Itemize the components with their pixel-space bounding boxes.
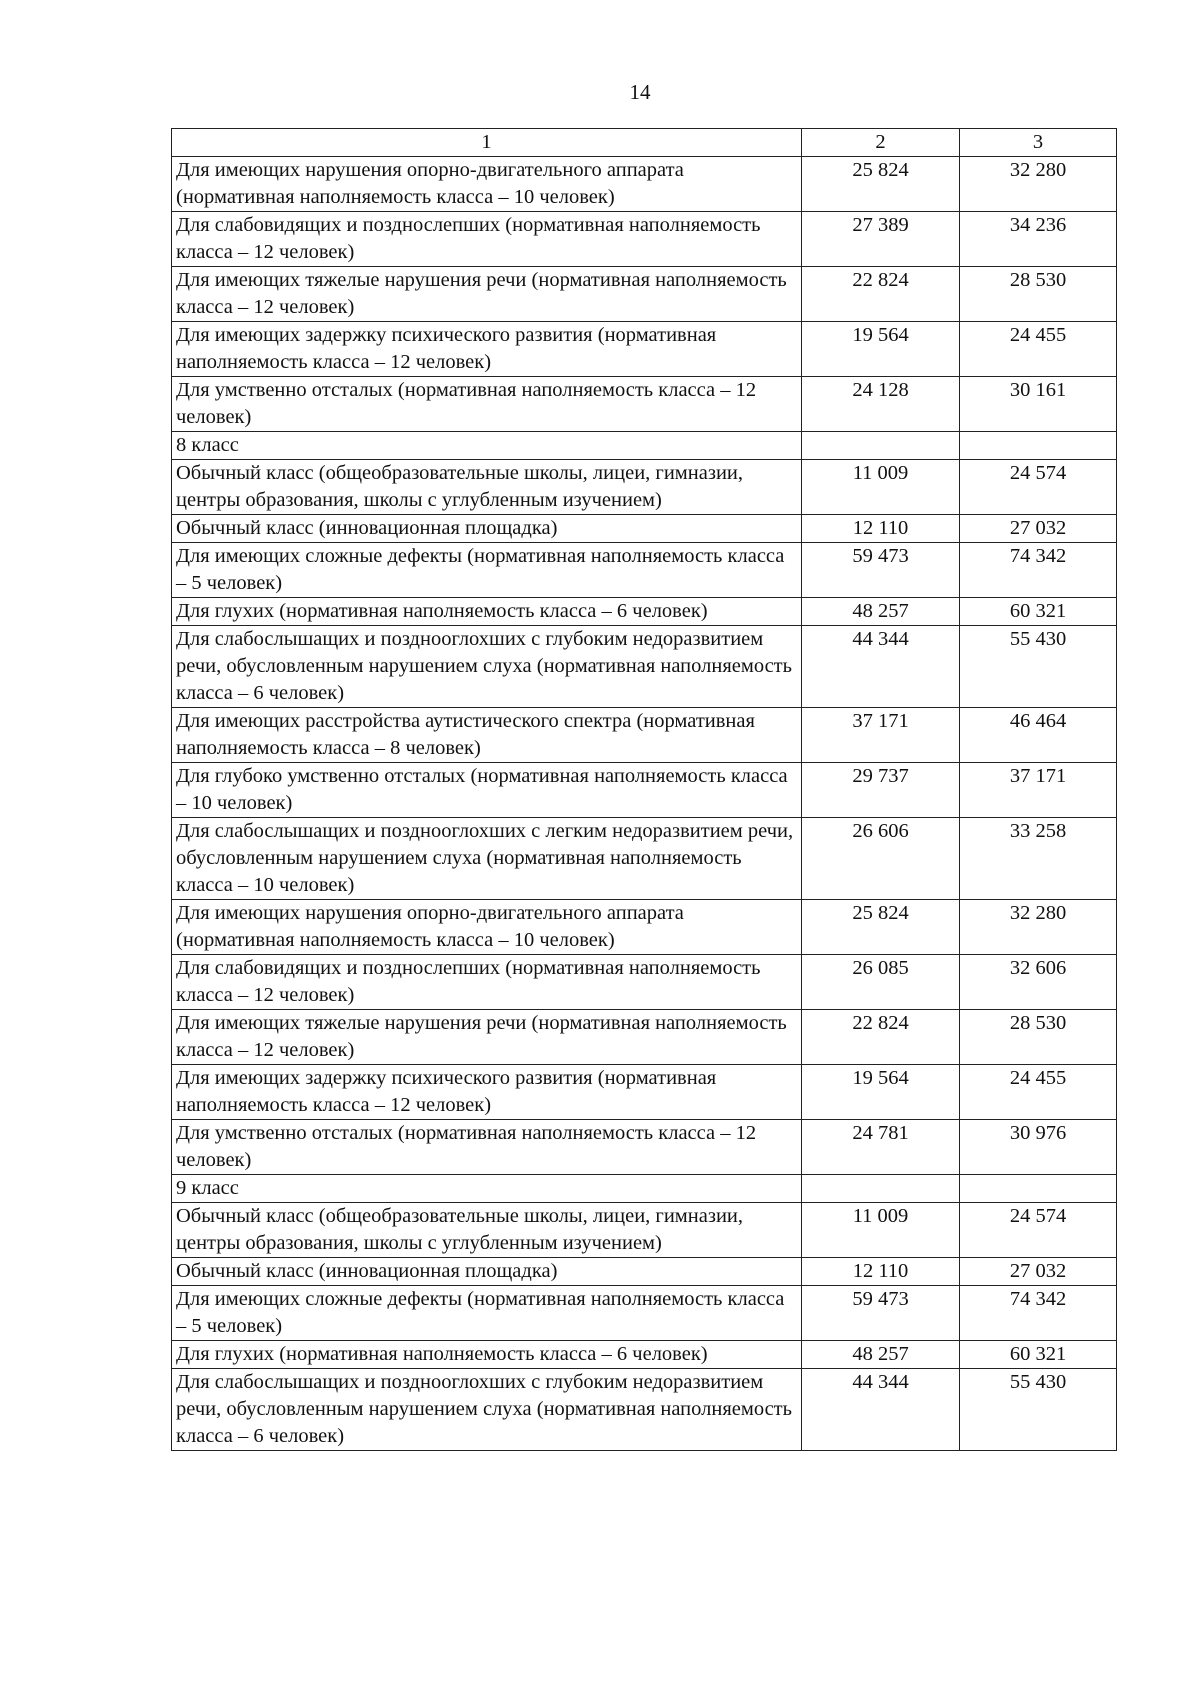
table-row: [172, 267, 1117, 322]
row-value-col3: 32 280: [960, 157, 1117, 212]
column-header-1: 1: [172, 129, 802, 157]
row-value-col2: 25 824: [802, 157, 960, 212]
table-row: [172, 322, 1117, 377]
table-row: [172, 626, 1117, 708]
row-description: 9 класс: [172, 1175, 802, 1203]
table-row: [172, 1010, 1117, 1065]
row-value-col3: 27 032: [960, 515, 1117, 543]
table-row: [172, 598, 1117, 626]
row-value-col2: 19 564: [802, 322, 960, 377]
row-description: Для слабослышащих и позднооглохших с глубоким недоразвитием речи, обусловленным нарушением слуха (нормативная наполняемость класса – 6 человек): [172, 626, 802, 708]
row-description: Для имеющих тяжелые нарушения речи (нормативная наполняемость класса – 12 человек): [172, 1010, 802, 1065]
row-value-col3: 37 171: [960, 763, 1117, 818]
row-value-col2: 27 389: [802, 212, 960, 267]
row-description: Обычный класс (общеобразовательные школы, лицеи, гимназии, центры образования, школы с углубленным изучением): [172, 1203, 802, 1258]
row-value-col2: 37 171: [802, 708, 960, 763]
row-value-col2: 26 085: [802, 955, 960, 1010]
row-value-col3: 30 976: [960, 1120, 1117, 1175]
row-value-col3: [960, 432, 1117, 460]
row-value-col2: 11 009: [802, 460, 960, 515]
table-row: [172, 708, 1117, 763]
row-value-col3: 30 161: [960, 377, 1117, 432]
row-description: Для имеющих сложные дефекты (нормативная наполняемость класса – 5 человек): [172, 1286, 802, 1341]
row-value-col2: 26 606: [802, 818, 960, 900]
row-value-col3: 28 530: [960, 1010, 1117, 1065]
page-number: 14: [629, 80, 651, 104]
table-row: [172, 1369, 1117, 1451]
row-description: Для имеющих задержку психического развития (нормативная наполняемость класса – 12 человек): [172, 1065, 802, 1120]
table-row: [172, 157, 1117, 212]
row-description: Для слабовидящих и позднослепших (нормативная наполняемость класса – 12 человек): [172, 955, 802, 1010]
row-description: Для глубоко умственно отсталых (нормативная наполняемость класса – 10 человек): [172, 763, 802, 818]
row-description: Для глухих (нормативная наполняемость класса – 6 человек): [172, 598, 802, 626]
row-value-col2: 12 110: [802, 1258, 960, 1286]
data-table: [171, 128, 1117, 1451]
table-row: [172, 1175, 1117, 1203]
row-value-col3: 28 530: [960, 267, 1117, 322]
column-header-3: 3: [960, 129, 1117, 157]
row-value-col3: 60 321: [960, 598, 1117, 626]
row-description: Для слабовидящих и позднослепших (нормативная наполняемость класса – 12 человек): [172, 212, 802, 267]
row-value-col2: 59 473: [802, 1286, 960, 1341]
row-description: Для имеющих тяжелые нарушения речи (нормативная наполняемость класса – 12 человек): [172, 267, 802, 322]
row-value-col3: 60 321: [960, 1341, 1117, 1369]
row-value-col2: 59 473: [802, 543, 960, 598]
table-row: [172, 460, 1117, 515]
row-description: Для слабослышащих и позднооглохших с глубоким недоразвитием речи, обусловленным нарушением слуха (нормативная наполняемость класса – 6 человек): [172, 1369, 802, 1451]
row-value-col2: [802, 1175, 960, 1203]
row-value-col2: [802, 432, 960, 460]
row-value-col2: 29 737: [802, 763, 960, 818]
row-value-col2: 12 110: [802, 515, 960, 543]
row-value-col3: 32 280: [960, 900, 1117, 955]
row-value-col2: 22 824: [802, 1010, 960, 1065]
row-description: Для имеющих нарушения опорно-двигательного аппарата (нормативная наполняемость класса – 10 человек): [172, 900, 802, 955]
row-description: 8 класс: [172, 432, 802, 460]
row-value-col3: 24 574: [960, 1203, 1117, 1258]
row-value-col3: 55 430: [960, 1369, 1117, 1451]
row-value-col2: 44 344: [802, 1369, 960, 1451]
row-value-col2: 48 257: [802, 598, 960, 626]
row-description: Для имеющих сложные дефекты (нормативная наполняемость класса – 5 человек): [172, 543, 802, 598]
row-value-col3: 24 455: [960, 322, 1117, 377]
table-body: [172, 157, 1117, 1451]
table-header-row: [172, 129, 1117, 157]
row-value-col3: 24 455: [960, 1065, 1117, 1120]
table-row: [172, 763, 1117, 818]
table-row: [172, 377, 1117, 432]
row-description: Для умственно отсталых (нормативная наполняемость класса – 12 человек): [172, 1120, 802, 1175]
row-value-col3: [960, 1175, 1117, 1203]
row-value-col2: 22 824: [802, 267, 960, 322]
row-description: Обычный класс (общеобразовательные школы, лицеи, гимназии, центры образования, школы с углубленным изучением): [172, 460, 802, 515]
row-description: Для слабослышащих и позднооглохших с легким недоразвитием речи, обусловленным нарушением слуха (нормативная наполняемость класса – 10 человек): [172, 818, 802, 900]
row-value-col3: 74 342: [960, 1286, 1117, 1341]
row-value-col3: 33 258: [960, 818, 1117, 900]
table-row: [172, 543, 1117, 598]
row-value-col3: 24 574: [960, 460, 1117, 515]
row-value-col3: 32 606: [960, 955, 1117, 1010]
table-row: [172, 212, 1117, 267]
row-value-col2: 24 128: [802, 377, 960, 432]
row-value-col2: 11 009: [802, 1203, 960, 1258]
row-value-col2: 44 344: [802, 626, 960, 708]
row-description: Для имеющих нарушения опорно-двигательного аппарата (нормативная наполняемость класса – 10 человек): [172, 157, 802, 212]
table-row: [172, 1065, 1117, 1120]
row-value-col3: 74 342: [960, 543, 1117, 598]
row-description: Для имеющих задержку психического развития (нормативная наполняемость класса – 12 человек): [172, 322, 802, 377]
table-row: [172, 1120, 1117, 1175]
table-row: [172, 1286, 1117, 1341]
table-row: [172, 1341, 1117, 1369]
row-value-col2: 25 824: [802, 900, 960, 955]
row-description: Обычный класс (инновационная площадка): [172, 515, 802, 543]
row-description: Для умственно отсталых (нормативная наполняемость класса – 12 человек): [172, 377, 802, 432]
table-row: [172, 900, 1117, 955]
row-value-col2: 24 781: [802, 1120, 960, 1175]
row-value-col3: 34 236: [960, 212, 1117, 267]
row-value-col3: 27 032: [960, 1258, 1117, 1286]
row-value-col2: 48 257: [802, 1341, 960, 1369]
row-value-col3: 46 464: [960, 708, 1117, 763]
table-row: [172, 515, 1117, 543]
row-description: Для имеющих расстройства аутистического спектра (нормативная наполняемость класса – 8 человек): [172, 708, 802, 763]
table-row: [172, 1203, 1117, 1258]
table-row: [172, 818, 1117, 900]
row-value-col3: 55 430: [960, 626, 1117, 708]
row-description: Для глухих (нормативная наполняемость класса – 6 человек): [172, 1341, 802, 1369]
row-description: Обычный класс (инновационная площадка): [172, 1258, 802, 1286]
row-value-col2: 19 564: [802, 1065, 960, 1120]
table-row: [172, 1258, 1117, 1286]
table-row: [172, 955, 1117, 1010]
column-header-2: 2: [802, 129, 960, 157]
table-row: [172, 432, 1117, 460]
